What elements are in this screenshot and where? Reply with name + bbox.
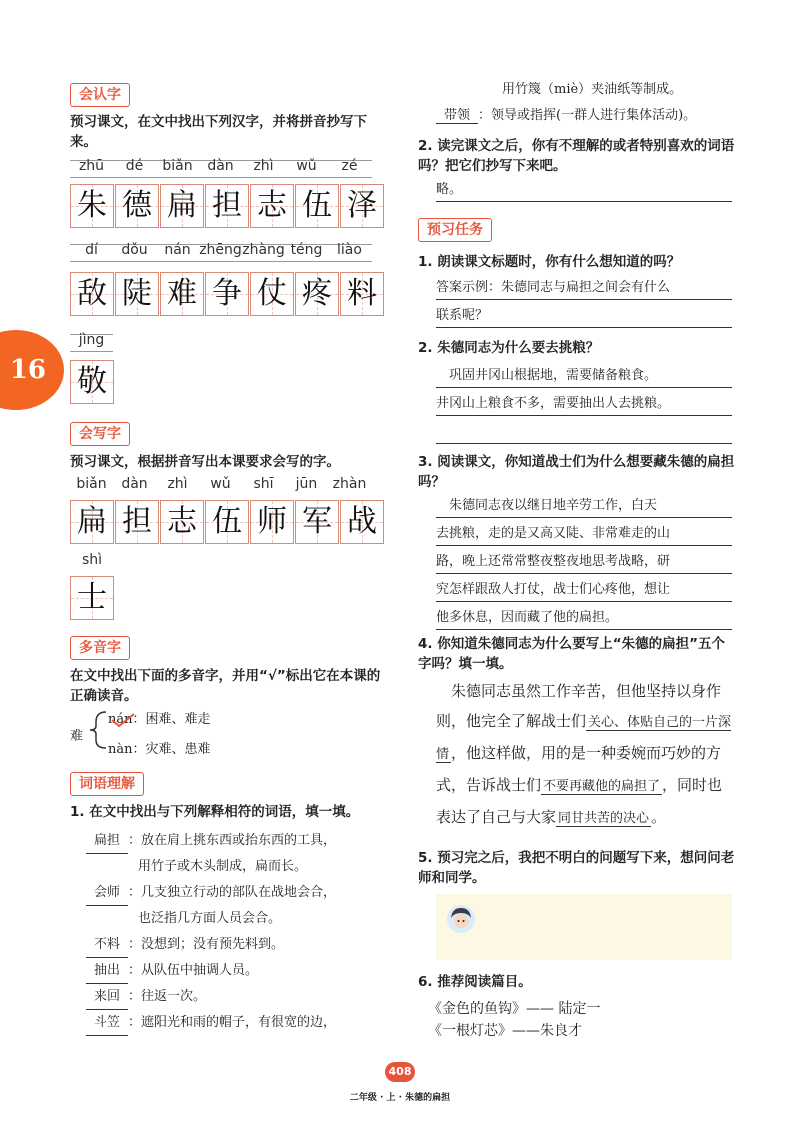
write-pinyin-row <box>70 476 372 496</box>
answer-line: 答案示例：朱德同志与扁担之间会有什么 <box>436 276 732 300</box>
vocab-term: 会师 <box>86 880 128 906</box>
char-cell: 料 <box>340 272 384 316</box>
char-cell: 扁 <box>70 500 114 544</box>
vocab-definition: ：遮阳光和雨的帽子，有很宽的边， <box>128 1015 337 1030</box>
vocab-item <box>86 984 206 1010</box>
pinyin-row-2 <box>70 244 372 262</box>
char-cell: 军 <box>295 500 339 544</box>
section-tag-write: 会写字 <box>70 422 130 446</box>
vocab-definition: 也泛指几方面人员会合。 <box>138 911 282 926</box>
pinyin-text: zhàn <box>332 476 367 492</box>
pinyin-text: liào <box>337 242 362 258</box>
char-cell: 泽 <box>340 184 384 228</box>
char-cell: 担 <box>115 500 159 544</box>
answer-line: 朱德同志夜以继日地辛劳工作，白天 <box>436 494 732 518</box>
char-cell: 德 <box>115 184 159 228</box>
notes-box[interactable] <box>436 894 732 960</box>
char-cell: 疼 <box>295 272 339 316</box>
char-row-1 <box>70 184 385 226</box>
char-cell: 师 <box>250 500 294 544</box>
recognize-instruction: 预习课文，在文中找出下列汉字，并将拼音抄写下来。 <box>70 114 367 150</box>
task-4-paragraph: 朱德同志虽然工作辛苦，但他坚持以身作则，他完全了解战士们 关心、体贴自己的一片深情 ，他这样做，用的是一种委婉而巧妙的方式，告诉战士们 不要再藏他的扁担了 ，同时也表达了自己与大家 同甘共苦的决心 。 <box>436 682 732 826</box>
char-cell: 伍 <box>205 500 249 544</box>
pinyin-text: nán <box>164 242 191 258</box>
pinyin-text: dàn <box>207 158 234 174</box>
pinyin-text: shī <box>253 476 274 492</box>
checkmark-icon <box>110 712 136 728</box>
pinyin-text: zhū <box>78 158 105 174</box>
pinyin-text: wǔ <box>210 476 231 492</box>
pinyin-text: dǒu <box>121 242 148 258</box>
page-number: 408 <box>385 1062 415 1082</box>
task-3-answer <box>436 494 732 634</box>
vocab-question-2: 2. 读完课文之后，你有不理解的或者特别喜欢的词语吗？把它们抄写下来吧。 <box>418 138 735 174</box>
answer-line: 究怎样跟敌人打仗，战士们心疼他，想让 <box>436 578 732 602</box>
polyphone-reading-1: nán：困难、难走 <box>108 712 211 727</box>
char-cell: 仗 <box>250 272 294 316</box>
vocab-term: 抽出 <box>86 958 128 984</box>
char-row-2 <box>70 272 385 314</box>
char-row-3 <box>70 360 115 402</box>
pinyin-text: wǔ <box>296 158 317 174</box>
task-4: 4. 你知道朱德同志为什么要写上“朱德的扁担”五个字吗？填一填。 <box>418 636 725 672</box>
char-cell: 朱 <box>70 184 114 228</box>
reading-item: 《一根灯芯》——朱良才 <box>428 1023 582 1039</box>
pinyin-text: zé <box>341 158 358 174</box>
vocab-definition: 用竹子或木头制成，扁而长。 <box>138 859 308 874</box>
pinyin-text: zhàng <box>242 242 285 258</box>
pinyin-text: zhì <box>167 476 188 492</box>
vocab-item-dailing: 带领 ：领导或指挥(一群人进行集体活动)。 <box>436 104 696 124</box>
lesson-number-badge: 16 <box>0 330 64 410</box>
task-1-answer <box>436 276 732 332</box>
pinyin-text: dí <box>85 242 98 258</box>
vocab-term: 扁担 <box>86 828 128 854</box>
answer-line: 去挑粮，走的是又高又陡、非常难走的山 <box>436 522 732 546</box>
pinyin-row-1 <box>70 160 372 178</box>
vocab-item <box>86 880 336 906</box>
answer-line: 巩固井冈山根据地，需要储备粮食。 <box>436 364 732 388</box>
polyphone-char: 难 <box>70 729 84 744</box>
vocab-definition: ：从队伍中抽调人员。 <box>128 963 259 978</box>
vocab-item <box>86 854 307 879</box>
fill-blank-2: 不要再藏他的扁担了 <box>543 779 661 794</box>
char-cell: 伍 <box>295 184 339 228</box>
char-cell: 士 <box>70 576 114 620</box>
vocab-term: 来回 <box>86 984 128 1010</box>
answer-line: 井冈山上粮食不多，需要抽出人去挑粮。 <box>436 392 732 416</box>
vocab-term: 斗笠 <box>86 1010 128 1036</box>
task-3: 3. 阅读课文，你知道战士们为什么想要藏朱德的扁担吗？ <box>418 454 735 490</box>
write-instruction: 预习课文，根据拼音写出本课要求会写的字。 <box>70 454 340 470</box>
char-cell: 志 <box>250 184 294 228</box>
vocab-definition: ：几支独立行动的部队在战地会合， <box>128 885 337 900</box>
pinyin-text: biǎn <box>162 158 193 174</box>
pinyin-text: biǎn <box>76 476 107 492</box>
student-avatar-icon <box>446 904 476 934</box>
fill-blank-1: 关心、体贴自己的一片深情 <box>436 715 732 762</box>
pinyin-text: jìng <box>78 332 105 348</box>
fill-blank-3: 同甘共苦的决心 <box>558 811 650 826</box>
pinyin-text: dé <box>125 158 144 174</box>
polyphone-reading-2: nàn：灾难、患难 <box>108 742 211 757</box>
reading-list <box>428 998 600 1042</box>
vocab-continuation: 用竹篾（miè）夹油纸等制成。 <box>502 82 683 97</box>
char-cell: 战 <box>340 500 384 544</box>
vocab-item <box>86 906 281 931</box>
char-cell: 担 <box>205 184 249 228</box>
task-5: 5. 预习完之后，我把不明白的问题写下来，想问问老师和同学。 <box>418 850 735 886</box>
footer-caption: 二年级 · 上 · 朱德的扁担 <box>349 1093 451 1103</box>
polyphone-instruction: 在文中找出下面的多音字，并用“√”标出它在本课的正确读音。 <box>70 668 381 704</box>
task-1: 1. 朗读课文标题时，你有什么想知道的吗？ <box>418 254 681 270</box>
vocab-term: 不料 <box>86 932 128 958</box>
char-cell: 难 <box>160 272 204 316</box>
answer-line: 他多休息，因而藏了他的扁担。 <box>436 606 732 630</box>
pinyin-text: dàn <box>121 476 148 492</box>
write-pinyin-2: shì <box>82 552 103 568</box>
pinyin-text: zhì <box>253 158 274 174</box>
pinyin-row-3 <box>70 334 113 352</box>
task-2: 2. 朱德同志为什么要去挑粮？ <box>418 340 600 356</box>
char-cell: 敌 <box>70 272 114 316</box>
char-cell: 争 <box>205 272 249 316</box>
char-cell: 敬 <box>70 360 114 404</box>
answer-line: 路，晚上还常常整夜整夜地思考战略，研 <box>436 550 732 574</box>
vocab-question-1: 1. 在文中找出与下列解释相符的词语，填一填。 <box>70 804 360 820</box>
pinyin-text: téng <box>290 242 323 258</box>
char-cell: 陡 <box>115 272 159 316</box>
vocab-item <box>86 958 258 984</box>
write-char-row <box>70 500 385 542</box>
vocab-definition: ：放在肩上挑东西或抬东西的工具， <box>128 833 337 848</box>
pinyin-text: jūn <box>295 476 318 492</box>
vocab-definition: ：没想到；没有预先料到。 <box>128 937 285 952</box>
brace-icon <box>86 708 108 752</box>
char-cell: 扁 <box>160 184 204 228</box>
answer-line: 联系呢？ <box>436 304 732 328</box>
section-tag-vocab: 词语理解 <box>70 772 144 796</box>
task-6: 6. 推荐阅读篇目。 <box>418 974 532 990</box>
vocab-definition: ：往返一次。 <box>128 989 207 1004</box>
vocab-item <box>86 1010 336 1036</box>
section-tag-polyphone: 多音字 <box>70 636 130 660</box>
pinyin-text: zhēng <box>199 242 242 258</box>
task-2-answer <box>436 364 732 448</box>
section-tag-preview: 预习任务 <box>418 218 492 242</box>
vocab-item <box>86 932 284 958</box>
q2-answer: 略。 <box>436 178 732 202</box>
reading-item: 《金色的鱼钩》—— 陆定一 <box>428 1001 601 1017</box>
write-char-row-2 <box>70 576 115 618</box>
section-tag-recognize: 会认字 <box>70 83 130 107</box>
char-cell: 志 <box>160 500 204 544</box>
answer-line <box>436 420 732 444</box>
vocab-item <box>86 828 336 854</box>
